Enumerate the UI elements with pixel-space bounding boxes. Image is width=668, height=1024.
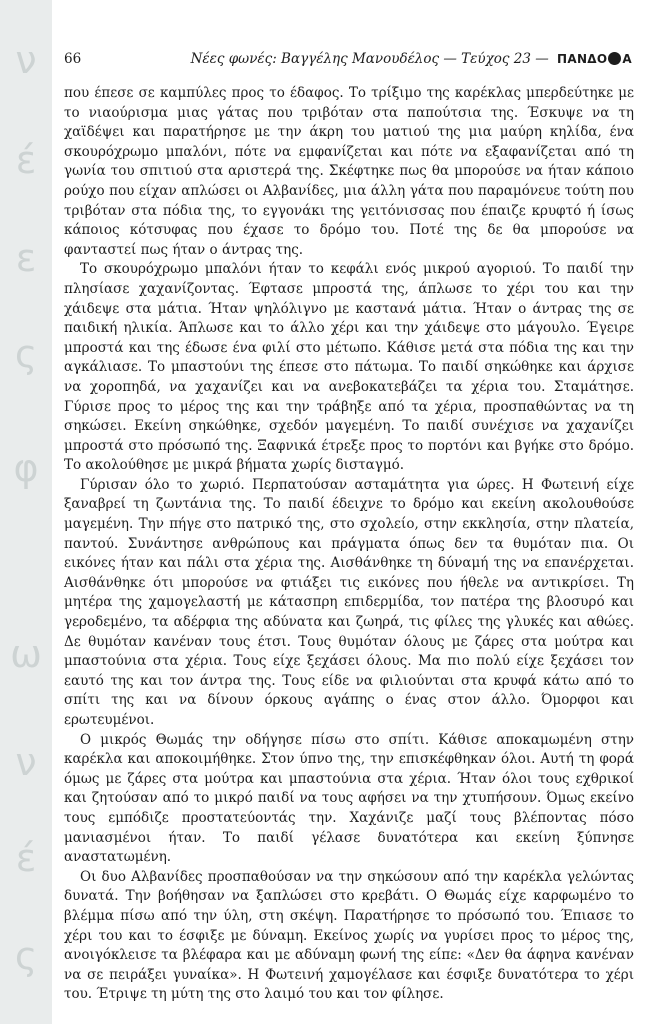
running-title: Νέες φωνές: Βαγγέλης Μανουδέλος — Τεύχος 23 — bbox=[190, 51, 549, 67]
page-header bbox=[64, 48, 632, 70]
paragraph: Οι δυο Αλβανίδες προσπαθούσαν να την σηκώσουν από την καρέκλα γελώντας δυνατά. Την βοήθησαν να ξαπλώσει στο κρεβάτι. Ο Θωμάς είχε καρφωμένο το βλέμμα πίσω από την ύλη, στη σκέψη. Παρατήρησε το πρόσωπό του. Έπιασε το χέρι του και το έσφιξε με δύναμη. Εκείνος χωρίς να γυρίσει προς το μέρος της, ανοιγόκλεισε τα βλέφαρα και με αδύναμη φωνή της είπε: «Δεν θα άφηνα κανέναν να σε πειράξει γυναίκα». Η Φωτεινή χαμογέλασε και έσφιξε δυνατότερα το χέρι του. Έτριψε τη μύτη της στο λαιμό του και τον φίλησε. bbox=[64, 868, 634, 1003]
paragraph: Ο μικρός Θωμάς την οδήγησε πίσω στο σπίτι. Κάθισε αποκαμωμένη στην καρέκλα και αποκοιμήθηκε. Στον ύπνο της, την επισκέφθηκαν όλοι. Αυτή τη φορά όμως με ζάρες στα μούτρα και μπαστούνια στα χέρια. Ήταν όλοι τους εχθρικοί και ζητούσαν από το μικρό παιδί να τους αφήσει να την χτυπήσουν. Όμως εκείνο τους εμπόδιζε προστατεύοντάς την. Χαχάνιζε μαζί τους βλέποντας πόσο μανιασμένοι ήταν. Το παιδί γέλασε δυνατότερα και εκείνη ξύπνησε αναστατωμένη. bbox=[64, 731, 634, 866]
article-body bbox=[64, 84, 634, 1005]
paragraph: Γύρισαν όλο το χωριό. Περπατούσαν ασταμάτητα για ώρες. Η Φωτεινή είχε ξαναβρεί τη ζωντάνια της. Το παιδί έδειχνε το δρόμο και εκείνη ακολουθούσε μαγεμένη. Την πήγε στο πατρικό της, στο σχολείο, στην εκκλησία, στην πλατεία, παντού. Συνάντησε ανθρώπους και πράγματα όπως δεν τα θυμόταν πια. Οι εικόνες ήταν και πάλι στα χέρια της. Αισθάνθηκε τη δύναμή της να επανέρχεται. Αισθάνθηκε ότι μπορούσε να φτιάξει τις εικόνες που ήθελε να αντικρίσει. Τη μητέρα της χαμογελαστή με κάτασπρη επιδερμίδα, τον πατέρα της βλοσυρό και γεροδεμένο, τα αδέρφια της αδύνατα και ζωηρά, τις φίλες της γλυκές και αθώες. Δε θυμόταν κανέναν τους έτσι. Τους θυμόταν όλους με ζάρες στα μούτρα και μπαστούνια στα χέρια. Τους είχε ξεχάσει όλους. Μα πιο πολύ είχε ξεχάσει τον εαυτό της και τον άντρα της. Τους είδε να φιλιούνται στα κρυφά κάτω από το σπίτι της και να δίνουν όρκους αγάπης ο ένας στον άλλο. Όμορφοι και ερωτευμένοι. bbox=[64, 476, 634, 728]
side-letter: ω bbox=[10, 632, 42, 676]
side-letter: ε bbox=[15, 236, 37, 280]
header-right bbox=[191, 48, 632, 70]
side-letter: ς bbox=[14, 934, 38, 978]
logo-text-right: Α bbox=[622, 52, 632, 66]
paragraph: Το σκουρόχρωμο μπαλόνι ήταν το κεφάλι ενός μικρού αγοριού. Το παιδί την πλησίασε χαχανίζοντας. Έφτασε μπροστά της, άπλωσε το χέρι του και την χάιδεψε στα μάτια. Ήταν ψηλόλιγνο με καστανά μάτια. Ήταν ο άντρας της σε παιδική ηλικία. Άπλωσε και το άλλο χέρι και την χάιδεψε στο μάγουλο. Έγειρε μπροστά και της έδωσε ένα φιλί στο μέτωπο. Κάθισε μετά στα πόδια της και την αγκάλιασε. Το μπαστούνι της έπεσε στο πάτωμα. Το παιδί σηκώθηκε και άρχισε να χοροπηδά, να χαχανίζει και να ανεβοκατεβάζει τα χέρια του. Σταμάτησε. Γύρισε προς το μέρος της και την τράβηξε από τα χέρια, προσπαθώντας να τη σηκώσει. Εκείνη σηκώθηκε, σχεδόν μαγεμένη. Το παιδί συνέχισε να χαχανίζει μπροστά στο πρόσωπό της. Ξαφνικά έτρεξε προς το πορτόνι και βγήκε στο δρόμο. Το ακολούθησε με μικρά βήματα χωρίς δισταγμό. bbox=[64, 261, 634, 474]
logo-mark-icon bbox=[608, 52, 621, 65]
side-letter: ν bbox=[15, 38, 37, 82]
side-letter: ν bbox=[15, 740, 37, 784]
side-decorative-strip bbox=[0, 0, 52, 1024]
logo-text-left: ΠΑΝΔΟ bbox=[557, 52, 608, 66]
side-letter: έ bbox=[15, 836, 37, 880]
side-letter: έ bbox=[15, 138, 37, 182]
magazine-logo bbox=[557, 52, 632, 66]
paragraph: που έπεσε σε καμπύλες προς το έδαφος. Το τρίξιμο της καρέκλας μπερδεύτηκε με το νιαούρισμα μιας γάτας που τριβόταν στα παπούτσια της. Έσκυψε να τη χαϊδέψει και παρατήρησε με την άκρη του ματιού της μια μαύρη κηλίδα, ένα σκουρόχρωμο μπαλόνι, πότε να εμφανίζεται και πότε να εξαφανίζεται από τη γωνία του σπιτιού στα αριστερά της. Σκέφτηκε πως θα μπορούσε να ήταν κάποιο ρούχο που είχαν απλώσει οι Αλβανίδες, μια άλλη γάτα που παραμόνευε τούτη που τριβόταν στα πόδια της, το εγγονάκι της γειτόνισσας που έπαιζε κρυφτό ή ίσως κάποιος κότσυφας που έχασε το δρόμο του. Ποτέ της δε θα μπορούσε να φανταστεί πως ήταν ο άντρας της. bbox=[64, 85, 634, 258]
page-number: 66 bbox=[64, 51, 82, 67]
side-letter: ς bbox=[14, 332, 38, 376]
side-letter: φ bbox=[13, 446, 39, 490]
